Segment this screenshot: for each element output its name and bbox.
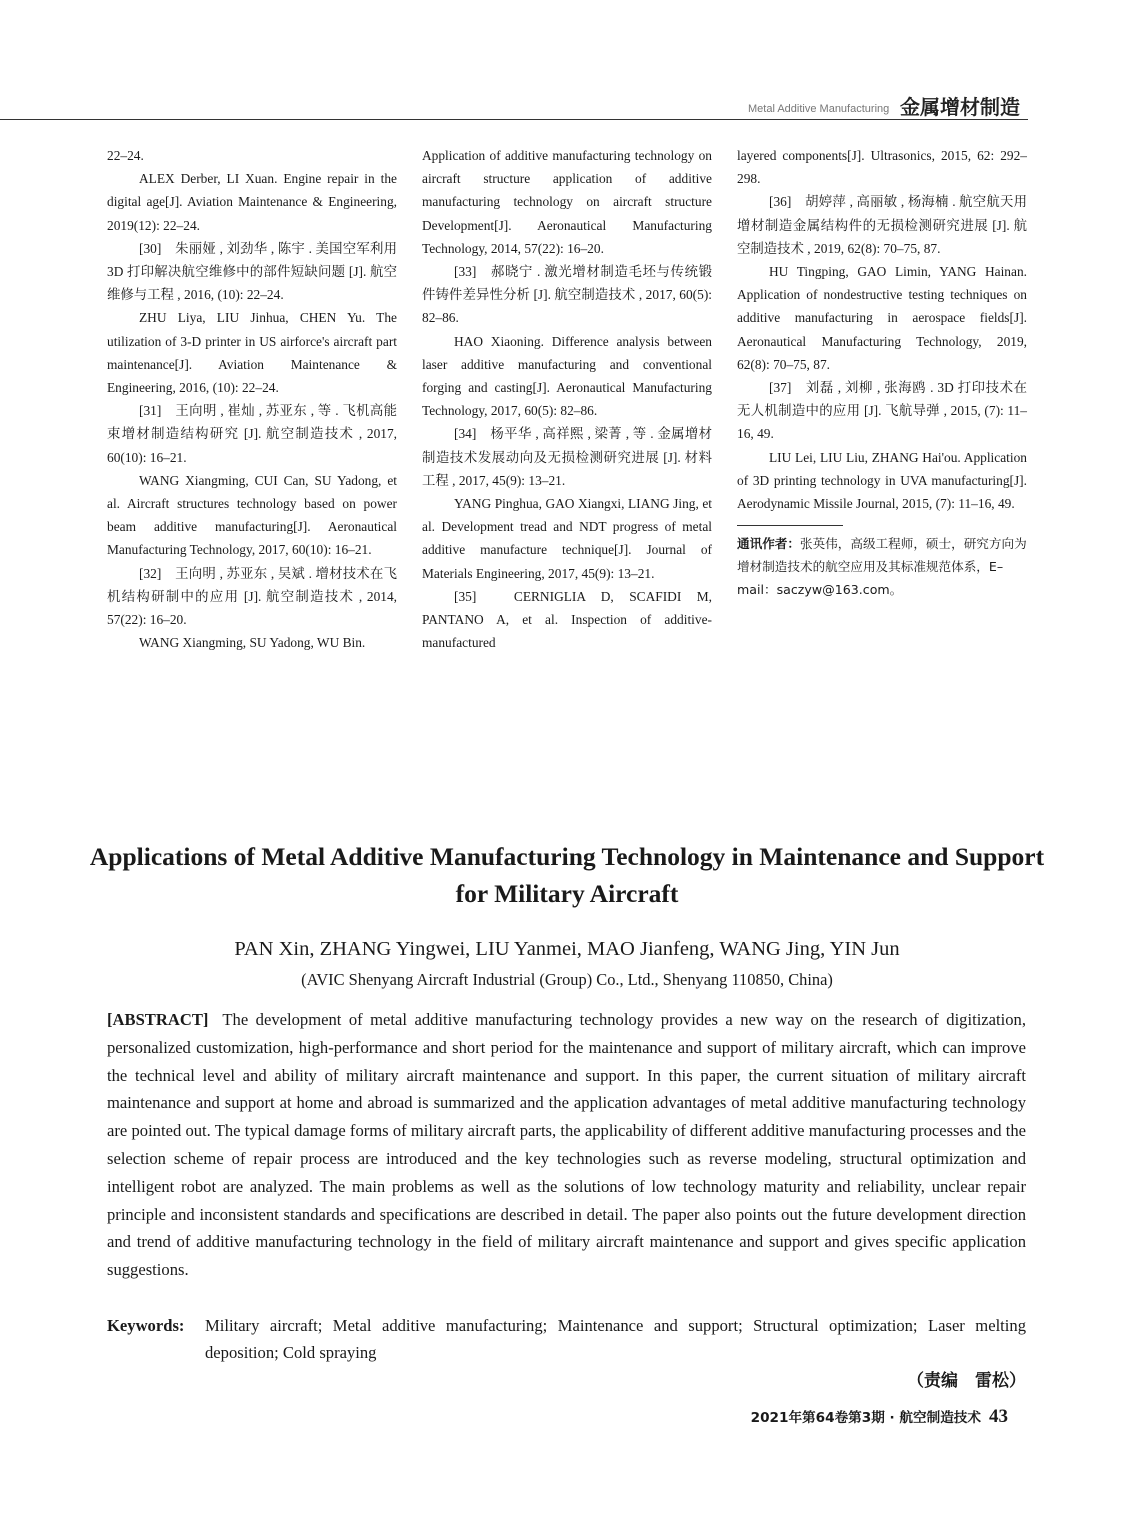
keywords-label: Keywords: — [107, 1316, 185, 1335]
page-number: 43 — [989, 1406, 1008, 1427]
reference-entry: [37] 刘磊 , 刘柳 , 张海鸥 . 3D 打印技术在无人机制造中的应用 [J]. 飞航导弹 , 2015, (7): 11–16, 49. — [737, 380, 1027, 442]
reference-entry: [35] CERNIGLIA D, SCAFIDI M, PANTANO A, et al. Inspection of additive-manufactured — [422, 588, 712, 651]
abstract-label: [ABSTRACT] — [107, 1010, 209, 1029]
reference-entry: ZHU Liya, LIU Jinhua, CHEN Yu. The utilization of 3-D printer in US airforce's aircraft part maintenance[J]. Aviation Maintenance & Engineering, 2016, (10): 22–24. — [107, 310, 397, 396]
references-column-3 — [737, 144, 1027, 601]
journal-name-cn: 金属增材制造 — [900, 95, 1020, 119]
header-rule — [0, 119, 1028, 120]
article-title: Applications of Metal Additive Manufacturing Technology in Maintenance and Support for Military Aircraft — [89, 842, 1045, 908]
article-authors: PAN Xin, ZHANG Yingwei, LIU Yanmei, MAO Jianfeng, WANG Jing, YIN Jun — [234, 938, 900, 960]
reference-entry: [32] 王向明 , 苏亚东 , 吴斌 . 增材技术在飞机结构研制中的应用 [J]. 航空制造技术 , 2014, 57(22): 16–20. — [107, 565, 397, 628]
keywords — [107, 1312, 1026, 1367]
abstract-text: The development of metal additive manufacturing technology provides a new way on the research of digitization, personalized customization, high-performance and short period for the maintenance and support of military aircraft, which can improve the technical level and ability of military aircraft maintenance and support. In this paper, the current situation of military aircraft maintenance and support at home and abroad is summarized and the application advantages of metal additive manufacturing technology are pointed out. The typical damage forms of military aircraft parts, the applicability of different additive manufacturing processes and the selection scheme of repair process are introduced and the key technologies such as reverse modeling, structural optimization and intelligent robot are analyzed. The main problems as well as the solutions of low technology maturity and reliability, unclear repair principle and inconsistent standards and specifications are described in detail. The paper also points out the future development direction and trend of additive manufacturing technology in the field of military aircraft maintenance and support and gives specific application suggestions. — [107, 1010, 1026, 1280]
reference-entry: 22–24. — [107, 148, 144, 163]
reference-entry: HAO Xiaoning. Difference analysis between laser additive manufacturing and conventional forging and casting[J]. Aeronautical Manufacturing Technology, 2017, 60(5): 82–86. — [422, 333, 712, 419]
reference-entry: HU Tingping, GAO Limin, YANG Hainan. Application of nondestructive testing techniques on additive manufacturing in aerospace fields[J]. Aeronautical Manufacturing Technology, 2019, 62(8): 70–75, 87. — [737, 264, 1027, 372]
page-footer — [700, 1406, 1008, 1428]
reference-entry: [33] 郝晓宁 . 激光增材制造毛坯与传统锻件铸件差异性分析 [J]. 航空制造技术 , 2017, 60(5): 82–86. — [422, 264, 712, 326]
reference-entry: [30] 朱丽娅 , 刘劲华 , 陈宇 . 美国空军利用 3D 打印解决航空维修中的部件短缺问题 [J]. 航空维修与工程 , 2016, (10): 22–24. — [107, 240, 397, 303]
corresponding-author-note — [737, 532, 1027, 601]
reference-entry: WANG Xiangming, CUI Can, SU Yadong, et al. Aircraft structures technology based on power beam additive manufacturing[J]. Aeronautical Manufacturing Technology, 2017, 60(10): 16–21. — [107, 472, 397, 558]
article-affiliation: (AVIC Shenyang Aircraft Industrial (Group) Co., Ltd., Shenyang 110850, China) — [301, 970, 833, 989]
abstract — [107, 1006, 1026, 1284]
reference-entry: LIU Lei, LIU Liu, ZHANG Hai'ou. Application of 3D printing technology in UVA manufacturing[J]. Aerodynamic Missile Journal, 2015, (7): 11–16, 49. — [737, 449, 1027, 512]
footnote-rule — [737, 525, 843, 526]
corresponding-author-label: 通讯作者： — [737, 536, 800, 552]
reference-entry: [34] 杨平华 , 高祥熙 , 梁菁 , 等 . 金属增材制造技术发展动向及无损检测研究进展 [J]. 材料工程 , 2017, 45(9): 13–21. — [422, 426, 712, 488]
page-header — [0, 0, 1134, 120]
reference-entry: Application of additive manufacturing technology on aircraft structure application of additive manufacturing technology on aircraft structure Development[J]. Aeronautical Manufacturing Technology, 2014, 57(22): 16–20. — [422, 148, 712, 256]
reference-entry: [31] 王向明 , 崔灿 , 苏亚东 , 等 . 飞机高能束增材制造结构研究 [J]. 航空制造技术 , 2017, 60(10): 16–21. — [107, 403, 397, 465]
journal-name-en: Metal Additive Manufacturing — [748, 103, 890, 115]
footer-issue: 2021年第64卷第3期 · 航空制造技术 — [750, 1410, 981, 1426]
editor-note: （责编 雷松） — [907, 1371, 1026, 1391]
references-column-1 — [107, 144, 397, 654]
reference-entry: ALEX Derber, LI Xuan. Engine repair in the digital age[J]. Aviation Maintenance & Engineering, 2019(12): 22–24. — [107, 171, 397, 233]
reference-entry: WANG Xiangming, SU Yadong, WU Bin. — [139, 635, 366, 651]
reference-entry: [36] 胡婷萍 , 高丽敏 , 杨海楠 . 航空航天用增材制造金属结构件的无损检测研究进展 [J]. 航空制造技术 , 2019, 62(8): 70–75, 87. — [737, 194, 1027, 256]
keywords-text: Military aircraft; Metal additive manufacturing; Maintenance and support; Structural optimization; Laser melting deposition; Cold spraying — [205, 1316, 1026, 1363]
reference-entry: YANG Pinghua, GAO Xiangxi, LIANG Jing, et al. Development tread and NDT progress of metal additive manufacture technique[J]. Journal of Materials Engineering, 2017, 45(9): 13–21. — [422, 496, 712, 581]
corresponding-author-text: 张英伟，高级工程师，硕士，研究方向为增材制造技术的航空应用及其标准规范体系，E–mail：saczyw@163.com。 — [737, 536, 1027, 598]
references-column-3-list — [737, 144, 1027, 515]
references-column-2 — [422, 144, 712, 654]
reference-entry: layered components[J]. Ultrasonics, 2015, 62: 292–298. — [737, 148, 1027, 187]
